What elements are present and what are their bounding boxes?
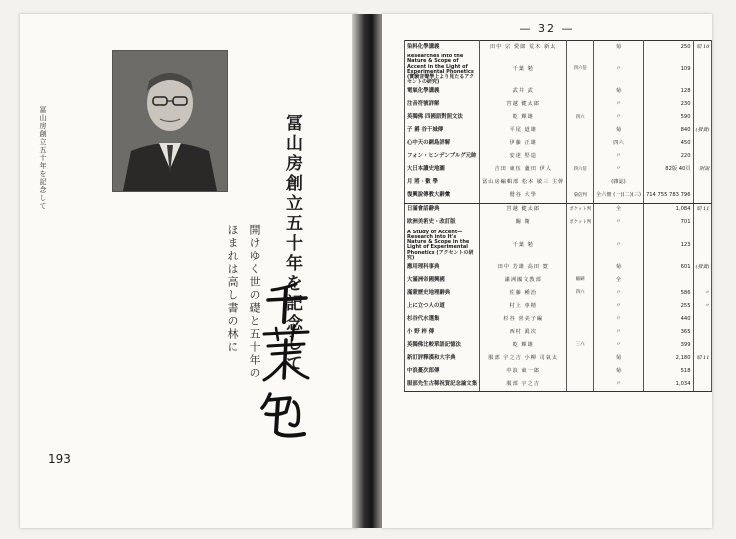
catalog-row (405, 99, 712, 112)
catalog-author: 田中 宗 愛郎 荒木 新太 (480, 41, 567, 55)
right-page (382, 14, 712, 528)
catalog-note (693, 177, 712, 190)
catalog-row (405, 112, 712, 125)
catalog-row (405, 287, 712, 300)
catalog-price: 399 (643, 339, 693, 352)
catalog-title: 子 爵 谷干城傳 (405, 125, 480, 138)
catalog-title: 注音符號詳解 (405, 99, 480, 112)
catalog-binding: 〃 (594, 217, 644, 230)
catalog-binding: 〃 (594, 99, 644, 112)
catalog-author: 服部 宇之吉 小柳 司氣太 (480, 352, 567, 365)
catalog-binding: 全 (594, 203, 644, 217)
catalog-row (405, 86, 712, 99)
catalog-title: 杉谷代水選集 (405, 313, 480, 326)
catalog-price: 714 755 783 796 (643, 190, 693, 204)
catalog-note (693, 190, 712, 204)
catalog-price: 365 (643, 326, 693, 339)
catalog-note (693, 230, 712, 262)
catalog-binding: 〃 (594, 287, 644, 300)
catalog-title: 復興說傳教大辭彙 (405, 190, 480, 204)
catalog-row (405, 54, 712, 86)
portrait-image (113, 51, 227, 191)
catalog-title: フォン・ヒンデンブルグ元帥 (405, 151, 480, 164)
catalog-binding: 〃 (594, 378, 644, 392)
catalog-note: 昭 11 (693, 203, 712, 217)
catalog-price: 450 (643, 138, 693, 151)
catalog-author: 關 衛 (480, 217, 567, 230)
catalog-row (405, 274, 712, 287)
catalog-binding: 菊 (594, 41, 644, 55)
catalog-format: ポケット判 (567, 203, 594, 217)
catalog-note (693, 326, 712, 339)
catalog-row (405, 326, 712, 339)
catalog-row (405, 41, 712, 55)
catalog-author: 鷲谷 大學 (480, 190, 567, 204)
catalog-row (405, 261, 712, 274)
catalog-binding: 〃 (594, 112, 644, 125)
photo-caption: 冨山房創立五十年を記念して (39, 106, 47, 210)
catalog-author: 服部 宇之吉 (480, 378, 567, 392)
catalog-title: 日滿會話辭典 (405, 203, 480, 217)
catalog-price: 220 (643, 151, 693, 164)
catalog-row (405, 352, 712, 365)
catalog-format (567, 365, 594, 378)
publication-catalog-table (404, 40, 712, 392)
left-page (20, 14, 358, 528)
catalog-row (405, 313, 712, 326)
catalog-note (693, 138, 712, 151)
catalog-author: 冨山房編輯部 松本 敏三 主幹 (480, 177, 567, 190)
catalog-binding: 四六 (594, 138, 644, 151)
catalog-price: 128 (643, 86, 693, 99)
catalog-author: 滿洲國文教部 (480, 274, 567, 287)
poem-line-2: ほまれは高し書の林に (226, 224, 239, 354)
catalog-note (693, 378, 712, 392)
catalog-note: 〃 (693, 287, 712, 300)
catalog-binding: 全 (594, 274, 644, 287)
catalog-author: 吉田 東伍 蘆田 伊人 (480, 164, 567, 177)
catalog-title: 英獨佛比較單語記憶法 (405, 339, 480, 352)
catalog-binding: 〃 (594, 326, 644, 339)
catalog-format (567, 151, 594, 164)
catalog-price: 440 (643, 313, 693, 326)
catalog-title: 應用理科事典 (405, 261, 480, 274)
catalog-price: 255 (643, 300, 693, 313)
catalog-price: 1,084 (643, 203, 693, 217)
right-page-header: — 32 — (519, 22, 575, 35)
catalog-binding: 〃 (594, 151, 644, 164)
catalog-title: A Study of Accent—Research into It's Nature & Scope in the Light of Experimental Phonetics (アクセントの研究) (405, 230, 480, 262)
catalog-title: Researches into the Nature & Scope of Accent in the Light of Experimental Phonetics (實験音聲學上より見たるアクセントの研究) (405, 54, 480, 86)
catalog-title: 中浪憂次郎傳 (405, 365, 480, 378)
catalog-row (405, 217, 712, 230)
catalog-price: 250 (643, 41, 693, 55)
catalog-binding: 〃 (594, 300, 644, 313)
catalog-binding: 菊 (594, 261, 644, 274)
catalog-title: 小 野 梓 傳 (405, 326, 480, 339)
catalog-format: 四六倍 (567, 164, 594, 177)
catalog-format: 三六 (567, 339, 594, 352)
catalog-format: 四六 (567, 112, 594, 125)
catalog-note (693, 313, 712, 326)
catalog-price: 840 (643, 125, 693, 138)
catalog-binding: 菊 (594, 352, 644, 365)
catalog-author: 村上 専精 (480, 300, 567, 313)
catalog-price: 82版 40頁 (643, 164, 693, 177)
poem-line-1: 開けゆく世の礎と五十年の (248, 224, 261, 380)
catalog-title: 上に立つ人の道 (405, 300, 480, 313)
catalog-format: 四六 (567, 287, 594, 300)
catalog-title: 新訂評釋漢和大字典 (405, 352, 480, 365)
catalog-author: 西村 眞次 (480, 326, 567, 339)
catalog-price: 701 (643, 217, 693, 230)
catalog-title: 服部先生古稀祝賀記念論文集 (405, 378, 480, 392)
catalog-format: 四六倍 (567, 54, 594, 86)
catalog-price: 230 (643, 99, 693, 112)
catalog-row (405, 190, 712, 204)
catalog-row (405, 138, 712, 151)
catalog-price (643, 274, 693, 287)
catalog-title: 大滿洲帝國興國 (405, 274, 480, 287)
catalog-format (567, 177, 594, 190)
catalog-binding: (雜誌) (594, 177, 644, 190)
catalog-binding: 菊 (594, 125, 644, 138)
catalog-note (693, 112, 712, 125)
catalog-format (567, 313, 594, 326)
catalog-title: 心中天の網島詳解 (405, 138, 480, 151)
catalog-note: 昭 10 (693, 41, 712, 55)
catalog-row (405, 378, 712, 392)
catalog-row (405, 151, 712, 164)
catalog-format: 縮刷 (567, 274, 594, 287)
catalog-note (693, 151, 712, 164)
catalog-row (405, 230, 712, 262)
catalog-title: 大日本讀史地圖 (405, 164, 480, 177)
catalog-binding: 菊 (594, 86, 644, 99)
catalog-binding: 菊 (594, 365, 644, 378)
catalog-row (405, 365, 712, 378)
catalog-row (405, 203, 712, 217)
catalog-title: 月 將 · 數 學 (405, 177, 480, 190)
catalog-format (567, 138, 594, 151)
catalog-author: 乾 輝雄 (480, 339, 567, 352)
catalog-row (405, 125, 712, 138)
catalog-note (693, 99, 712, 112)
catalog-format (567, 99, 594, 112)
catalog-price: 109 (643, 54, 693, 86)
catalog-price: 518 (643, 365, 693, 378)
catalog-author: 安達 堅造 (480, 151, 567, 164)
catalog-note (693, 54, 712, 86)
catalog-format: ポケット判 (567, 217, 594, 230)
catalog-row (405, 177, 712, 190)
catalog-price: 1,034 (643, 378, 693, 392)
catalog-row (405, 164, 712, 177)
catalog-format (567, 261, 594, 274)
catalog-title: 染料化學講義 (405, 41, 480, 55)
catalog-format (567, 125, 594, 138)
catalog-binding: 全六冊 (一)(二)(三) (594, 190, 644, 204)
catalog-author: 田中 芳雄 高田 寛 (480, 261, 567, 274)
signature-calligraphy (220, 282, 310, 442)
catalog-binding: 〃 (594, 313, 644, 326)
catalog-author: 中浪 東一郎 (480, 365, 567, 378)
catalog-price: 586 (643, 287, 693, 300)
catalog-author: 平尾 道雄 (480, 125, 567, 138)
catalog-binding: 〃 (594, 339, 644, 352)
catalog-price (643, 177, 693, 190)
left-page-number: 193 (48, 452, 71, 466)
catalog-author: 杉谷 喜美子編 (480, 313, 567, 326)
catalog-price: 590 (643, 112, 693, 125)
catalog-binding: 〃 (594, 54, 644, 86)
catalog-price: 123 (643, 230, 693, 262)
catalog-note: (發賣) (693, 261, 712, 274)
catalog-note (693, 365, 712, 378)
catalog-row (405, 339, 712, 352)
catalog-note (693, 217, 712, 230)
catalog-author: 宮越 健太郎 (480, 203, 567, 217)
catalog-format (567, 352, 594, 365)
catalog-author: 武井 武 (480, 86, 567, 99)
catalog-note (693, 339, 712, 352)
commemoration-title: 冨山房創立五十年を記念して (282, 114, 302, 374)
catalog-format (567, 300, 594, 313)
catalog-note: (發賣) (693, 125, 712, 138)
catalog-author: 千葉 勉 (480, 230, 567, 262)
catalog-format (567, 41, 594, 55)
author-portrait (112, 50, 228, 192)
catalog-author: 千葉 勉 (480, 54, 567, 86)
catalog-author: 宮越 健太郎 (480, 99, 567, 112)
catalog-price: 2,180 (643, 352, 693, 365)
catalog-note: 附說 (693, 164, 712, 177)
catalog-format: 菊倍判 (567, 190, 594, 204)
catalog-note: 〃 (693, 300, 712, 313)
catalog-note: 昭 11 (693, 352, 712, 365)
catalog-format (567, 326, 594, 339)
catalog-binding: 〃 (594, 164, 644, 177)
catalog-title: 英獨佛 四國語對照文法 (405, 112, 480, 125)
catalog-author: 佐藤 種治 (480, 287, 567, 300)
catalog-format (567, 230, 594, 262)
catalog-binding: 〃 (594, 230, 644, 262)
catalog-title: 欧洲美術史・改訂版 (405, 217, 480, 230)
catalog-author: 伊藤 正雄 (480, 138, 567, 151)
catalog-title: 滿蒙歷史地理辭典 (405, 287, 480, 300)
catalog-format (567, 86, 594, 99)
catalog-row (405, 300, 712, 313)
catalog-note (693, 86, 712, 99)
catalog-price: 601 (643, 261, 693, 274)
catalog-author: 乾 輝雄 (480, 112, 567, 125)
catalog-format (567, 378, 594, 392)
catalog-title: 電氣化學講義 (405, 86, 480, 99)
catalog-note (693, 274, 712, 287)
